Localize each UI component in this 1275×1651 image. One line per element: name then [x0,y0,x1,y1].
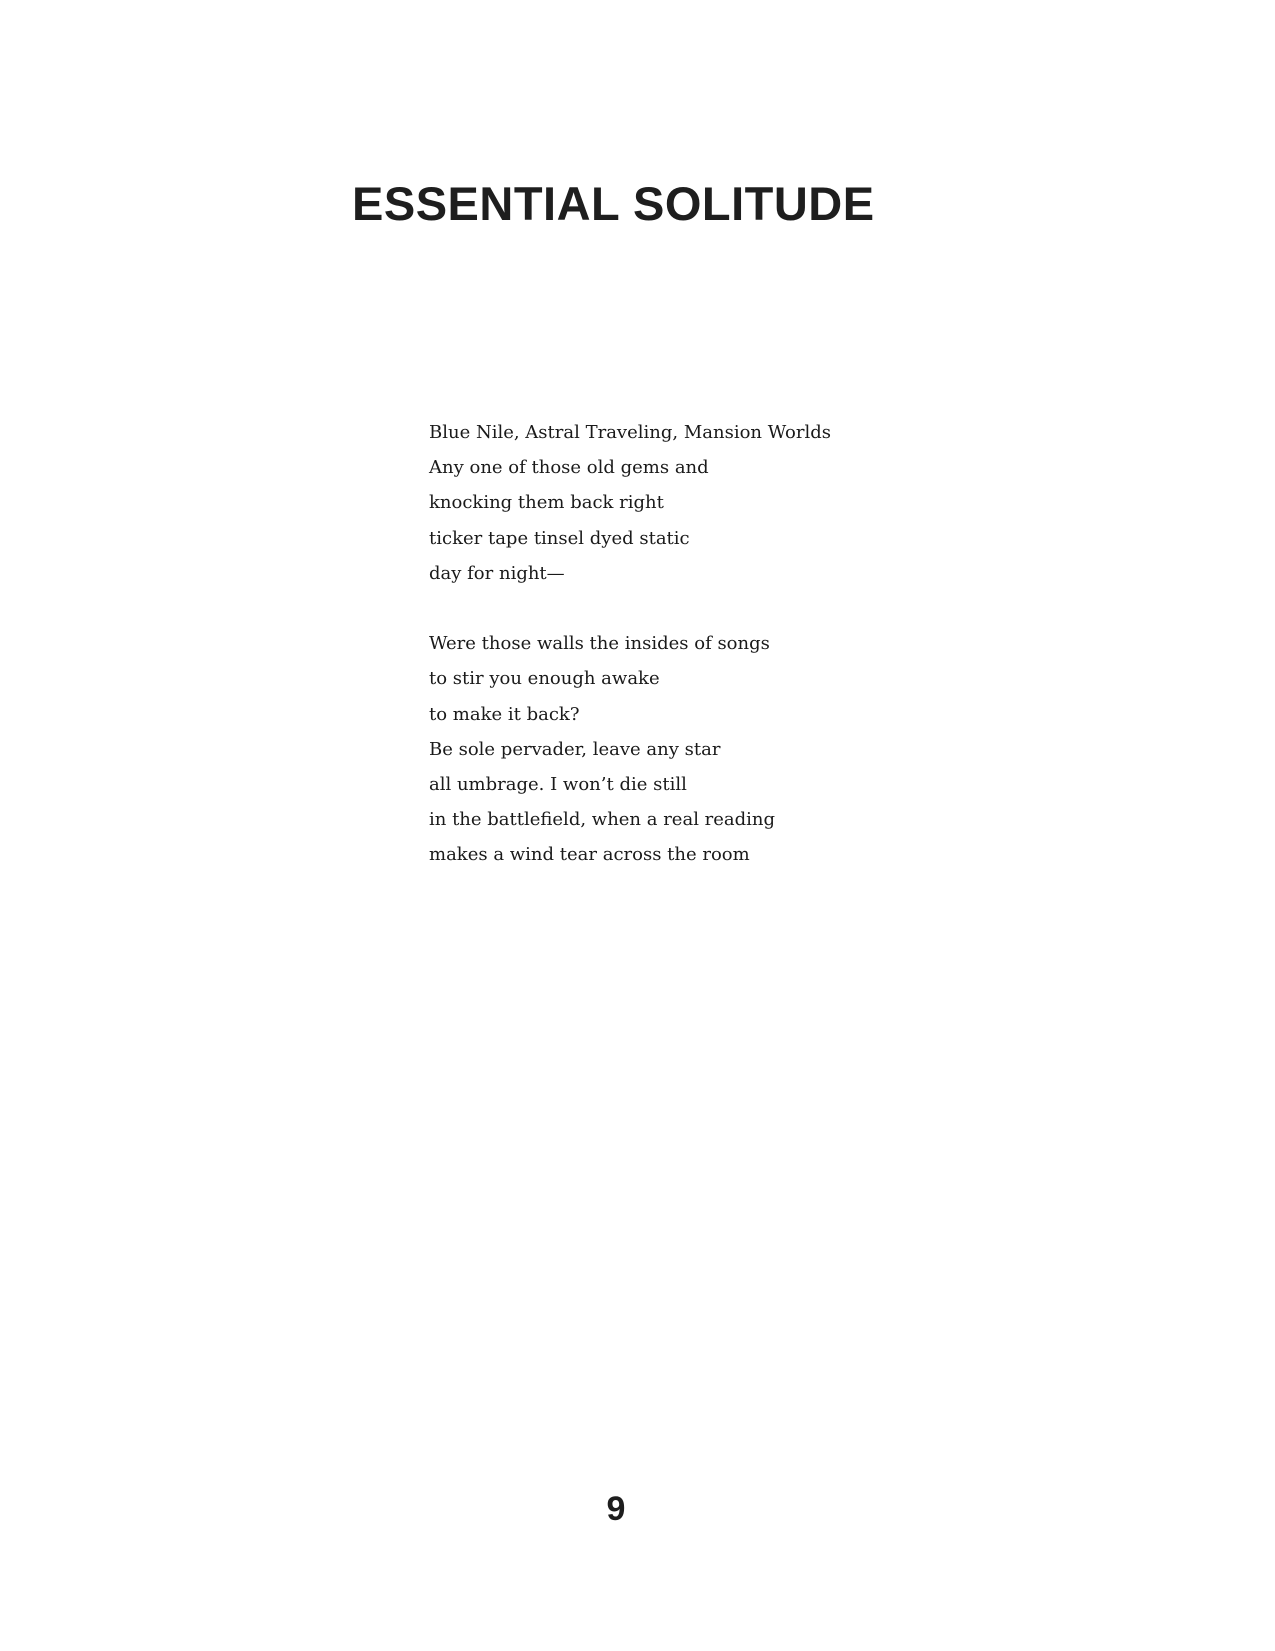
poem-line: knocking them back right [429,492,664,514]
poem-line: Any one of those old gems and [429,457,709,479]
poem-line: Be sole pervader, leave any star [429,738,721,760]
poem-line: Were those walls the insides of songs [429,633,770,655]
poem-line: Blue Nile, Astral Traveling, Mansion Worlds [429,422,831,443]
poem-line: to make it back? [429,703,580,725]
poem-line: ticker tape tinsel dyed static [429,527,690,549]
poem-line: in the battlefield, when a real reading [429,809,776,831]
page-title: ESSENTIAL SOLITUDE [352,177,875,230]
poem-line: makes a wind tear across the room [429,844,750,866]
poem-line: all umbrage. I won’t die still [429,773,687,795]
stanza-1 [429,415,831,591]
poem-body [429,415,831,872]
page-number: 9 [606,1490,626,1528]
stanza-2 [429,626,831,872]
poem-line: to stir you enough awake [429,668,660,690]
poem-line: day for night— [429,562,565,584]
